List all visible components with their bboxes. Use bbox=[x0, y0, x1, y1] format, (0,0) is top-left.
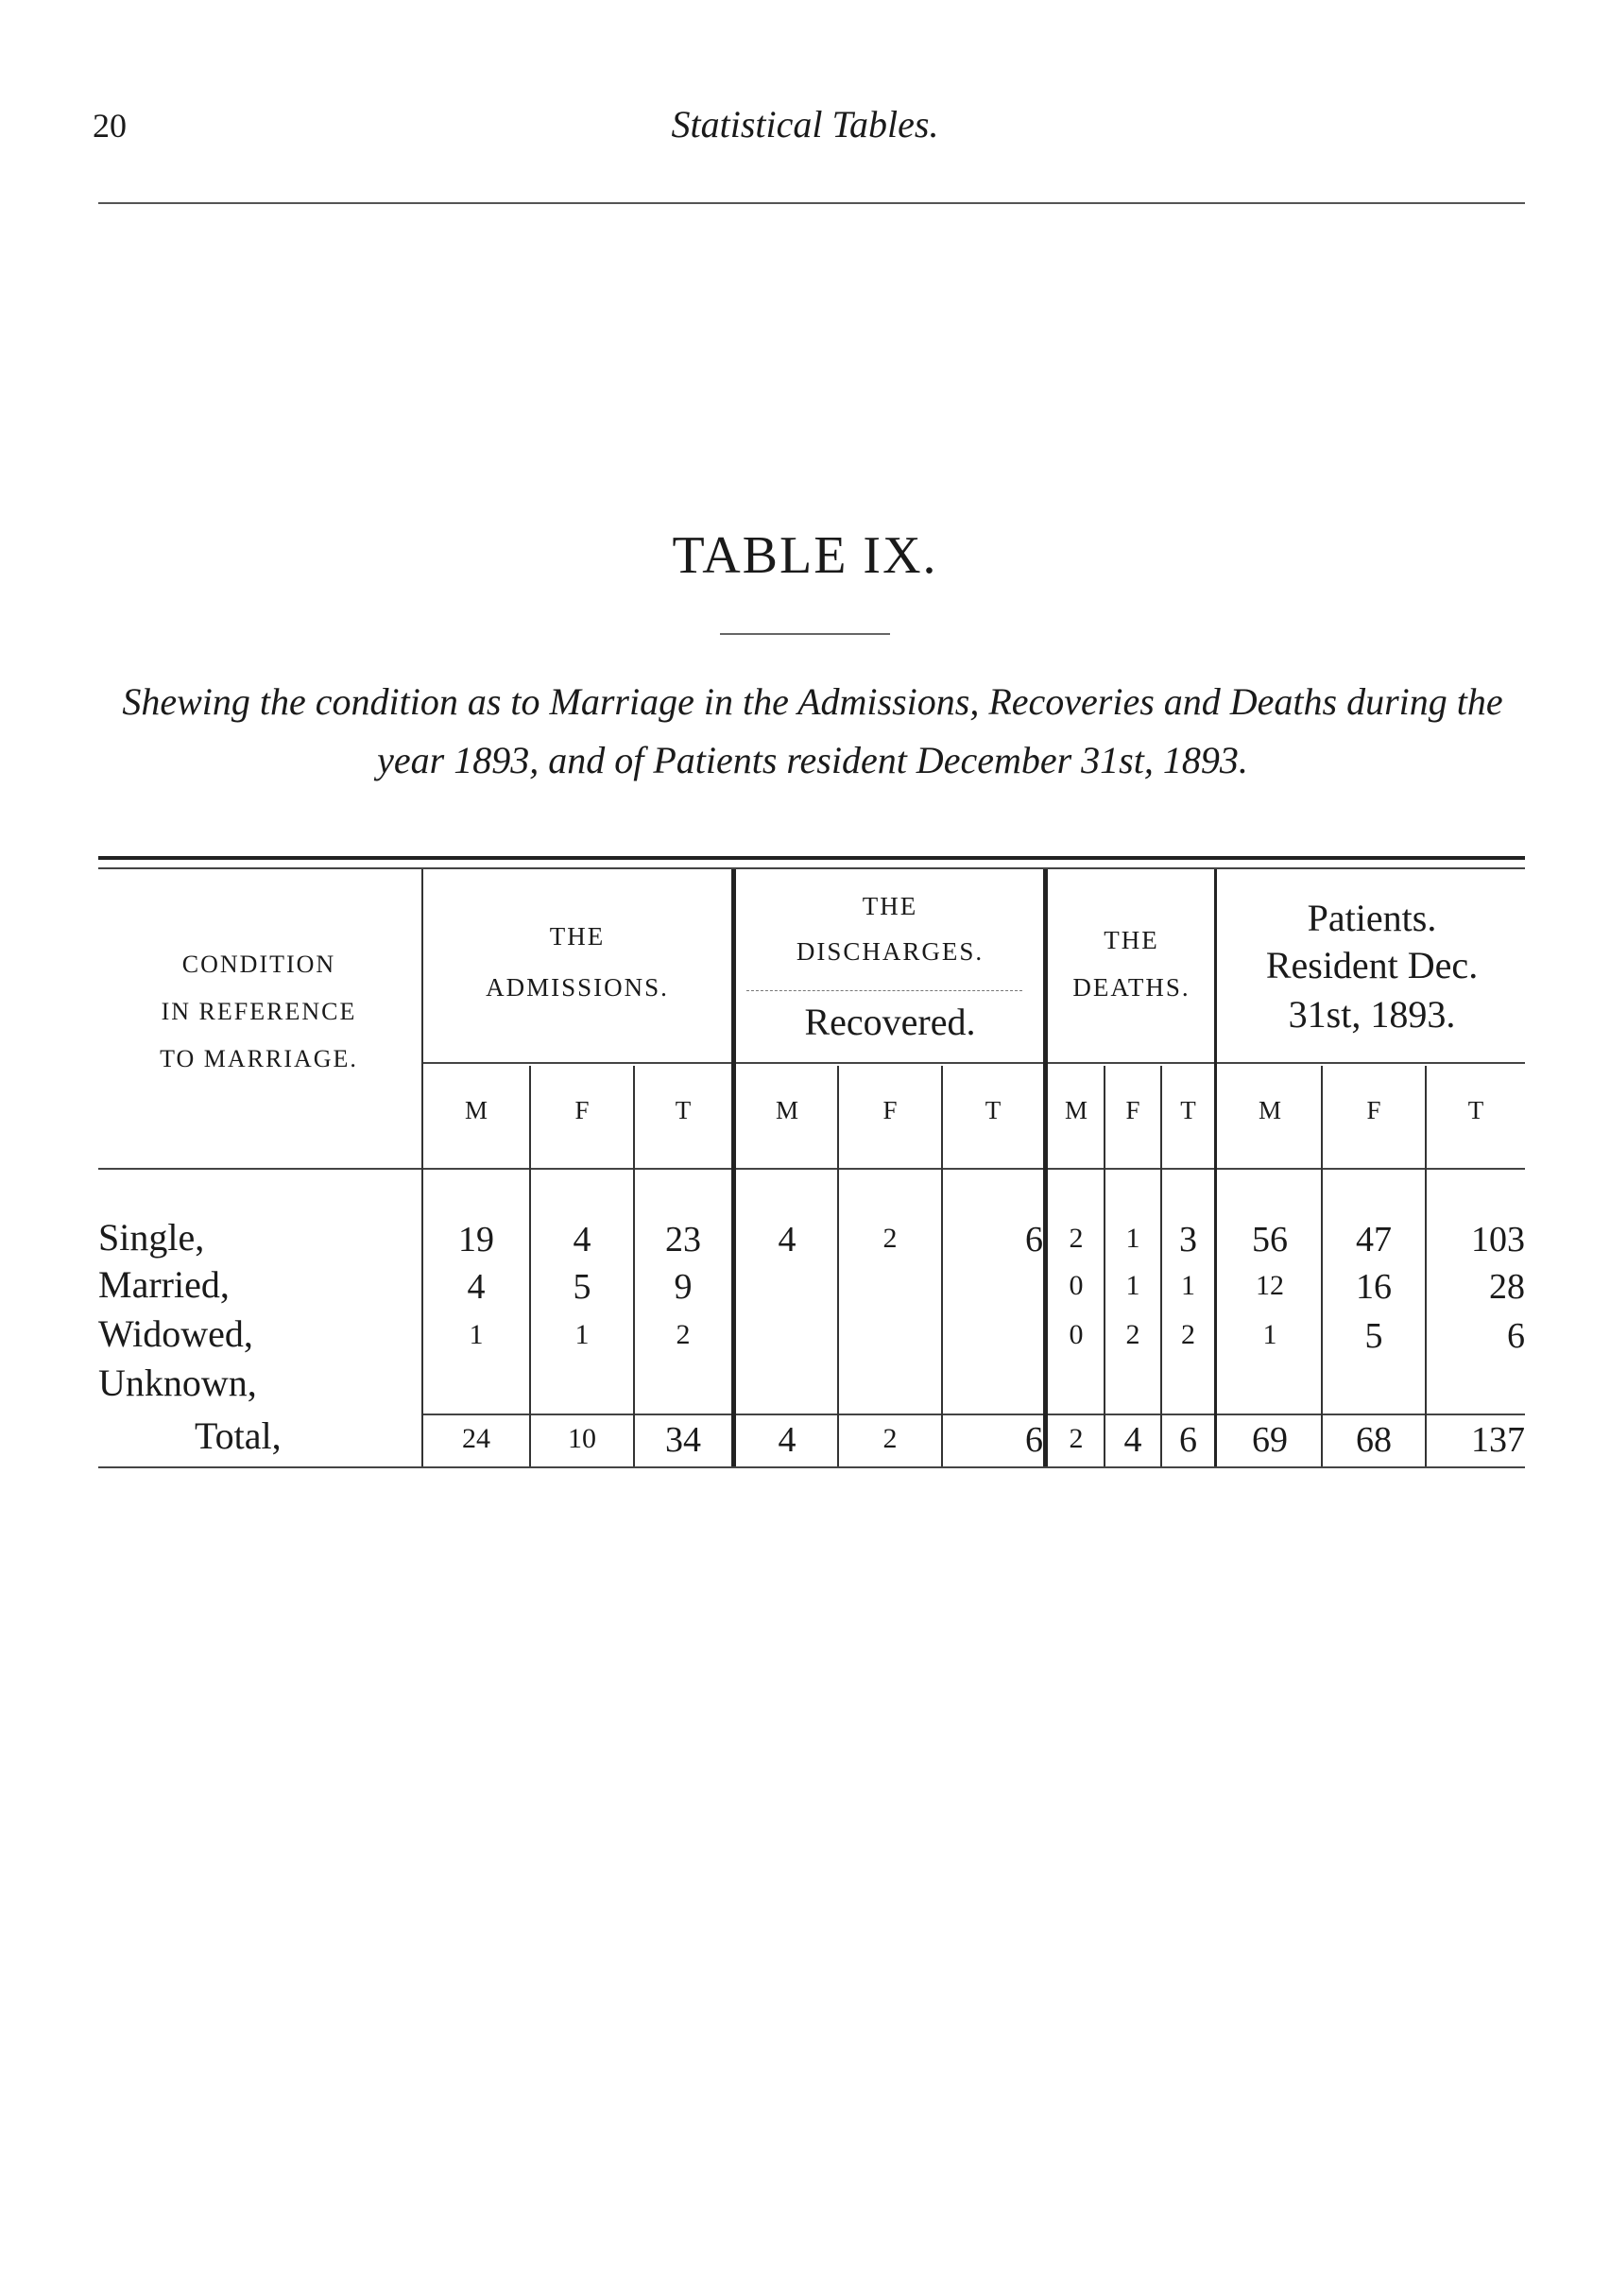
subheader-rule bbox=[98, 1168, 1525, 1170]
table-caption: Shewing the condition as to Marriage in the Admissions, Recoveries and Deaths during the year 1893, and of Patients resident December 31st, 1893. bbox=[122, 680, 1503, 781]
running-head: Statistical Tables. bbox=[671, 103, 939, 146]
resident-header-line-1: Patients. bbox=[1307, 897, 1437, 939]
total-cell: 4 bbox=[1123, 1420, 1142, 1460]
table-title: TABLE IX. bbox=[672, 526, 938, 585]
table-cell: 23 bbox=[665, 1220, 701, 1259]
table-cell: 3 bbox=[1179, 1220, 1197, 1259]
col-divider bbox=[1104, 1066, 1105, 1466]
subcol-header: M bbox=[775, 1096, 798, 1124]
admissions-header-line-2: ADMISSIONS. bbox=[486, 973, 669, 1002]
page-number: 20 bbox=[93, 107, 127, 145]
table-cell: 4 bbox=[467, 1267, 486, 1307]
subcol-header: T bbox=[1180, 1096, 1196, 1124]
deaths-divider bbox=[1214, 869, 1217, 1466]
table-cell: 56 bbox=[1252, 1220, 1288, 1259]
header-rule bbox=[98, 202, 1525, 204]
table-cell: 2 bbox=[1069, 1223, 1084, 1254]
table-cell: 1 bbox=[574, 1319, 590, 1350]
subcol-header: T bbox=[985, 1096, 1002, 1124]
subcol-header: M bbox=[1064, 1096, 1088, 1124]
table-cell: 4 bbox=[778, 1220, 796, 1259]
total-cell: 2 bbox=[1069, 1423, 1084, 1454]
resident-header-line-2: Resident Dec. bbox=[1265, 944, 1479, 986]
total-cell: 34 bbox=[665, 1420, 701, 1460]
table-top-rule-inner bbox=[98, 867, 1525, 869]
total-cell: 69 bbox=[1252, 1420, 1288, 1460]
discharges-header-line-1: THE bbox=[862, 892, 918, 920]
subcol-header: F bbox=[1125, 1096, 1140, 1124]
table-cell: 103 bbox=[1471, 1220, 1525, 1259]
stub-header-line-3: TO MARRIAGE. bbox=[160, 1045, 358, 1072]
col-divider bbox=[837, 1066, 839, 1466]
deaths-header-line-2: DEATHS. bbox=[1072, 973, 1190, 1002]
table-cell: 2 bbox=[676, 1319, 691, 1350]
row-label-married: Married, bbox=[98, 1263, 230, 1306]
col-divider bbox=[1160, 1066, 1162, 1466]
subcol-header: M bbox=[1258, 1096, 1281, 1124]
total-cell: 4 bbox=[778, 1420, 796, 1460]
table-cell: 2 bbox=[1125, 1319, 1140, 1350]
table-cell: 0 bbox=[1069, 1270, 1084, 1301]
row-label-unknown: Unknown, bbox=[98, 1362, 257, 1404]
subcol-header: F bbox=[574, 1096, 590, 1124]
row-label-widowed: Widowed, bbox=[98, 1312, 253, 1355]
total-cell: 2 bbox=[882, 1423, 898, 1454]
table-cell: 1 bbox=[1125, 1223, 1140, 1254]
subcol-header: F bbox=[1366, 1096, 1381, 1124]
admissions-divider bbox=[731, 869, 736, 1466]
subcol-header: F bbox=[882, 1096, 898, 1124]
table-cell: 47 bbox=[1356, 1220, 1392, 1259]
deaths-header-line-1: THE bbox=[1104, 926, 1159, 954]
table-cell: 2 bbox=[1181, 1319, 1195, 1350]
table-cell: 2 bbox=[882, 1223, 898, 1254]
table-cell: 19 bbox=[458, 1220, 494, 1259]
table-cell: 1 bbox=[1181, 1270, 1195, 1301]
subcol-header: T bbox=[675, 1096, 692, 1124]
table-bottom-rule bbox=[98, 1466, 1525, 1468]
table-cell: 9 bbox=[674, 1267, 693, 1307]
row-label-total: Total, bbox=[195, 1414, 282, 1457]
group-header-rule bbox=[421, 1062, 1525, 1064]
discharges-sub-rule bbox=[746, 990, 1022, 991]
col-divider bbox=[941, 1066, 943, 1466]
discharges-header-line-2: DISCHARGES. bbox=[796, 937, 985, 966]
table-cell: 6 bbox=[1025, 1220, 1043, 1259]
total-cell: 137 bbox=[1471, 1420, 1525, 1460]
title-rule bbox=[720, 633, 890, 635]
stub-header-line-1: CONDITION bbox=[181, 951, 336, 978]
admissions-header-line-1: THE bbox=[549, 922, 606, 951]
resident-header-line-3: 31st, 1893. bbox=[1288, 993, 1456, 1036]
table-cell: 16 bbox=[1356, 1267, 1392, 1307]
total-cell: 6 bbox=[1025, 1420, 1043, 1460]
subcol-header: M bbox=[464, 1096, 488, 1124]
stub-header-line-2: IN REFERENCE bbox=[161, 998, 357, 1025]
table-cell: 28 bbox=[1489, 1267, 1525, 1307]
table-cell: 12 bbox=[1256, 1270, 1284, 1301]
row-label-single: Single, bbox=[98, 1216, 205, 1259]
table-cell: 1 bbox=[469, 1319, 484, 1350]
discharges-divider bbox=[1043, 869, 1048, 1466]
table-cell: 1 bbox=[1262, 1319, 1277, 1350]
total-cell: 10 bbox=[568, 1423, 596, 1454]
stub-divider bbox=[421, 869, 423, 1466]
table-cell: 5 bbox=[573, 1267, 591, 1307]
table-cell: 6 bbox=[1507, 1316, 1525, 1356]
table-top-rule bbox=[98, 856, 1525, 860]
total-top-rule bbox=[421, 1414, 1525, 1415]
table-cell: 5 bbox=[1364, 1316, 1383, 1356]
total-cell: 6 bbox=[1179, 1420, 1197, 1460]
table-cell: 1 bbox=[1125, 1270, 1140, 1301]
table-cell: 0 bbox=[1069, 1319, 1084, 1350]
subcol-header: T bbox=[1467, 1096, 1484, 1124]
total-cell: 24 bbox=[462, 1423, 490, 1454]
total-cell: 68 bbox=[1356, 1420, 1392, 1460]
discharges-subheader: Recovered. bbox=[804, 1001, 976, 1043]
table-cell: 4 bbox=[573, 1220, 591, 1259]
